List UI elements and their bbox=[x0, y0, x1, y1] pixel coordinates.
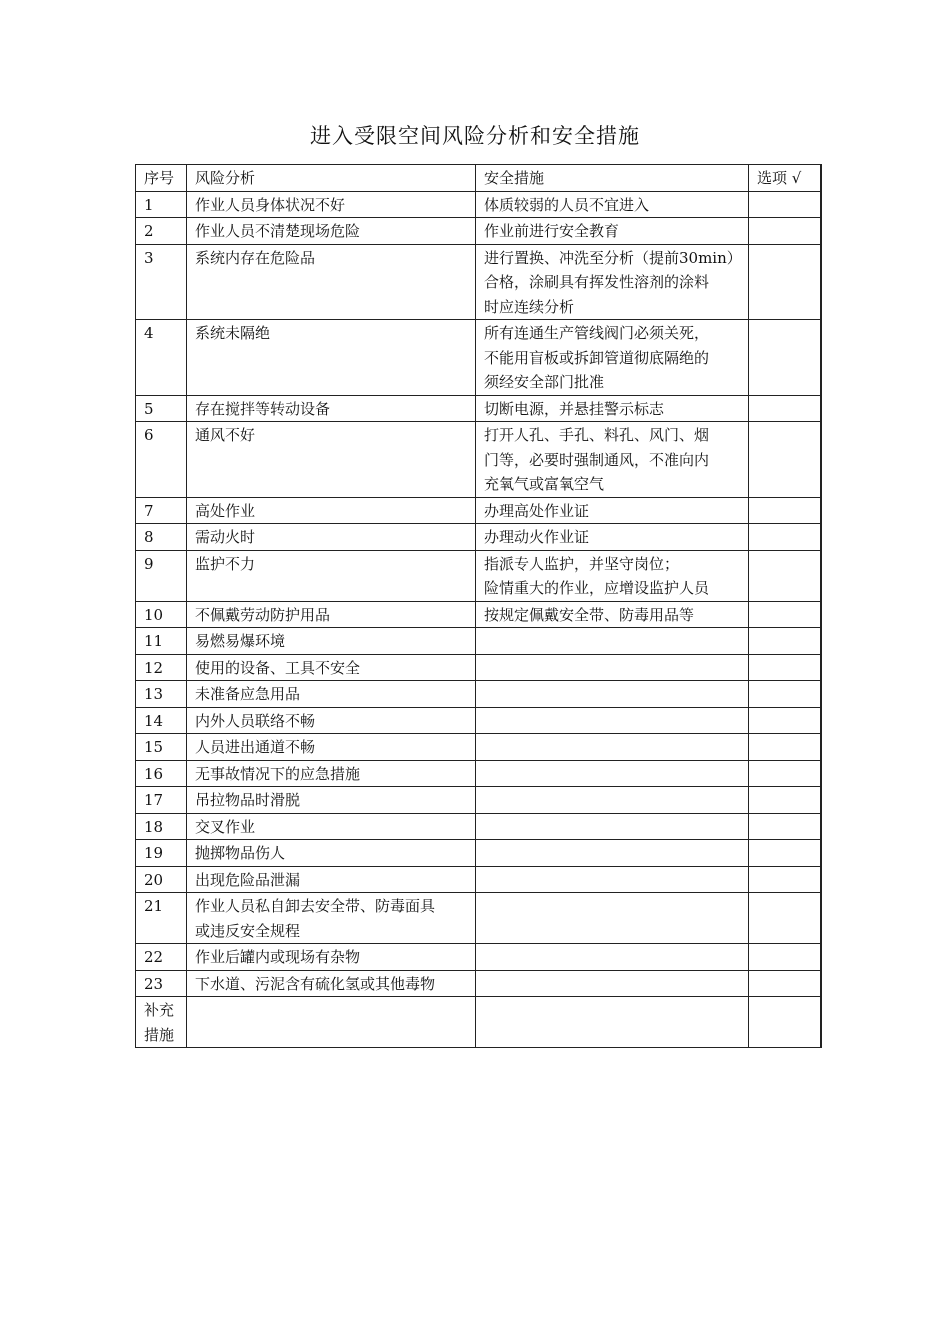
row-number: 5 bbox=[136, 395, 187, 422]
header-no: 序号 bbox=[136, 165, 187, 192]
risk-cell-line: 出现危险品泄漏 bbox=[195, 870, 301, 889]
risk-cell bbox=[187, 628, 476, 655]
risk-cell bbox=[187, 524, 476, 551]
supplement-label-line: 补充 bbox=[144, 1001, 175, 1019]
check-cell[interactable] bbox=[749, 681, 821, 708]
row-number: 2 bbox=[136, 218, 187, 245]
supplement-measure-cell[interactable] bbox=[476, 997, 749, 1048]
risk-cell bbox=[187, 944, 476, 971]
row-number: 13 bbox=[136, 681, 187, 708]
table-row bbox=[136, 707, 821, 734]
risk-cell bbox=[187, 970, 476, 997]
check-cell[interactable] bbox=[749, 654, 821, 681]
risk-cell-line: 人员进出通道不畅 bbox=[195, 738, 316, 756]
risk-cell bbox=[187, 497, 476, 524]
check-cell[interactable] bbox=[749, 524, 821, 551]
check-cell[interactable] bbox=[749, 840, 821, 867]
measure-cell-line: 不能用盲板或拆卸管道彻底隔绝的 bbox=[484, 348, 710, 367]
table-row bbox=[136, 191, 821, 218]
risk-cell-line: 下水道、污泥含有硫化氢或其他毒物 bbox=[195, 974, 436, 993]
risk-cell bbox=[187, 681, 476, 708]
risk-cell-line: 或违反安全规程 bbox=[195, 921, 301, 940]
table-row bbox=[136, 218, 821, 245]
risk-cell bbox=[187, 813, 476, 840]
table-row bbox=[136, 840, 821, 867]
check-cell[interactable] bbox=[749, 320, 821, 396]
row-number: 14 bbox=[136, 707, 187, 734]
row-number: 19 bbox=[136, 840, 187, 867]
measure-cell-line: 险情重大的作业，应增设监护人员 bbox=[484, 579, 710, 597]
measure-cell bbox=[476, 707, 749, 734]
measure-cell-line: 合格，涂刷具有挥发性溶剂的涂料 bbox=[484, 273, 710, 291]
table-row bbox=[136, 734, 821, 761]
check-cell[interactable] bbox=[749, 497, 821, 524]
check-cell[interactable] bbox=[749, 734, 821, 761]
check-cell[interactable] bbox=[749, 244, 821, 320]
table-row bbox=[136, 320, 821, 396]
table-row bbox=[136, 970, 821, 997]
measure-cell bbox=[476, 191, 749, 218]
measure-cell-line: 切断电源，并悬挂警示标志 bbox=[484, 399, 665, 418]
risk-cell bbox=[187, 320, 476, 396]
risk-cell-line: 需动火时 bbox=[195, 528, 256, 546]
row-number: 7 bbox=[136, 497, 187, 524]
risk-cell-line: 高处作业 bbox=[195, 501, 256, 520]
measure-cell bbox=[476, 893, 749, 944]
risk-cell bbox=[187, 654, 476, 681]
measure-cell bbox=[476, 218, 749, 245]
row-number: 3 bbox=[136, 244, 187, 320]
supplement-label-line: 措施 bbox=[144, 1025, 175, 1044]
risk-cell bbox=[187, 707, 476, 734]
row-number: 1 bbox=[136, 191, 187, 218]
risk-cell-line: 作业人员私自卸去安全带、防毒面具 bbox=[195, 897, 436, 915]
check-cell[interactable] bbox=[749, 944, 821, 971]
risk-cell bbox=[187, 734, 476, 761]
measure-cell bbox=[476, 787, 749, 814]
table-row bbox=[136, 244, 821, 320]
table-row bbox=[136, 395, 821, 422]
check-cell[interactable] bbox=[749, 813, 821, 840]
row-number: 6 bbox=[136, 422, 187, 498]
supplement-row bbox=[136, 997, 821, 1048]
table-row bbox=[136, 760, 821, 787]
table-row bbox=[136, 893, 821, 944]
measure-cell bbox=[476, 497, 749, 524]
check-cell[interactable] bbox=[749, 866, 821, 893]
risk-cell-line: 不佩戴劳动防护用品 bbox=[195, 605, 331, 624]
measure-cell bbox=[476, 654, 749, 681]
risk-cell bbox=[187, 244, 476, 320]
check-cell[interactable] bbox=[749, 550, 821, 601]
table-row bbox=[136, 813, 821, 840]
table-row bbox=[136, 944, 821, 971]
table-row bbox=[136, 550, 821, 601]
table-row bbox=[136, 681, 821, 708]
risk-cell bbox=[187, 395, 476, 422]
header-measure: 安全措施 bbox=[476, 165, 749, 192]
row-number: 21 bbox=[136, 893, 187, 944]
risk-cell-line: 通风不好 bbox=[195, 426, 256, 444]
measure-cell-line: 时应连续分析 bbox=[484, 297, 575, 316]
risk-cell-line: 抛掷物品伤人 bbox=[195, 844, 286, 862]
risk-cell-line: 作业后罐内或现场有杂物 bbox=[195, 948, 361, 966]
table-row bbox=[136, 524, 821, 551]
risk-cell-line: 使用的设备、工具不安全 bbox=[195, 658, 361, 677]
measure-cell bbox=[476, 244, 749, 320]
check-cell[interactable] bbox=[749, 601, 821, 628]
table-row bbox=[136, 497, 821, 524]
row-number: 15 bbox=[136, 734, 187, 761]
measure-cell-line: 办理动火作业证 bbox=[484, 528, 590, 546]
check-cell[interactable] bbox=[749, 422, 821, 498]
risk-cell bbox=[187, 840, 476, 867]
measure-cell bbox=[476, 395, 749, 422]
table-row bbox=[136, 601, 821, 628]
table-row bbox=[136, 866, 821, 893]
row-number: 8 bbox=[136, 524, 187, 551]
measure-cell-line: 办理高处作业证 bbox=[484, 501, 590, 520]
row-number: 16 bbox=[136, 760, 187, 787]
row-number: 20 bbox=[136, 866, 187, 893]
supplement-label bbox=[136, 997, 187, 1048]
measure-cell bbox=[476, 550, 749, 601]
measure-cell bbox=[476, 944, 749, 971]
check-cell[interactable] bbox=[749, 707, 821, 734]
check-cell[interactable] bbox=[749, 628, 821, 655]
measure-cell bbox=[476, 866, 749, 893]
row-number: 17 bbox=[136, 787, 187, 814]
page-title: 进入受限空间风险分析和安全措施 bbox=[310, 124, 640, 148]
measure-cell-line: 须经安全部门批准 bbox=[484, 373, 605, 391]
risk-cell-line: 系统未隔绝 bbox=[195, 324, 271, 342]
table-row bbox=[136, 787, 821, 814]
risk-cell bbox=[187, 218, 476, 245]
risk-cell-line: 存在搅拌等转动设备 bbox=[195, 399, 331, 418]
measure-cell bbox=[476, 760, 749, 787]
measure-cell-line: 指派专人监护，并坚守岗位； bbox=[484, 554, 680, 573]
table-row bbox=[136, 654, 821, 681]
row-number: 10 bbox=[136, 601, 187, 628]
header-check: 选项 √ bbox=[749, 165, 821, 192]
row-number: 18 bbox=[136, 813, 187, 840]
risk-cell bbox=[187, 787, 476, 814]
measure-cell bbox=[476, 524, 749, 551]
risk-cell-line: 作业人员不清楚现场危险 bbox=[195, 222, 361, 240]
measure-cell-line: 进行置换、冲洗至分析（提前30min） bbox=[484, 248, 742, 267]
check-cell[interactable] bbox=[749, 395, 821, 422]
table-row bbox=[136, 628, 821, 655]
risk-cell-line: 监护不力 bbox=[195, 554, 256, 573]
risk-cell bbox=[187, 760, 476, 787]
row-number: 23 bbox=[136, 970, 187, 997]
measure-cell bbox=[476, 813, 749, 840]
risk-cell-line: 未准备应急用品 bbox=[195, 685, 301, 703]
measure-cell-line: 门等，必要时强制通风，不准向内 bbox=[484, 450, 710, 469]
row-number: 9 bbox=[136, 550, 187, 601]
risk-cell-line: 交叉作业 bbox=[195, 817, 256, 836]
measure-cell bbox=[476, 681, 749, 708]
measure-cell bbox=[476, 422, 749, 498]
risk-cell bbox=[187, 550, 476, 601]
measure-cell bbox=[476, 320, 749, 396]
measure-cell-line: 所有连通生产管线阀门必须关死， bbox=[484, 324, 710, 342]
measure-cell bbox=[476, 970, 749, 997]
risk-cell-line: 无事故情况下的应急措施 bbox=[195, 764, 361, 783]
measure-cell-line: 作业前进行安全教育 bbox=[484, 222, 620, 240]
table-row bbox=[136, 422, 821, 498]
risk-cell bbox=[187, 191, 476, 218]
measure-cell-line: 体质较弱的人员不宜进入 bbox=[484, 195, 650, 214]
check-cell[interactable] bbox=[749, 760, 821, 787]
check-cell[interactable] bbox=[749, 787, 821, 814]
row-number: 22 bbox=[136, 944, 187, 971]
row-number: 12 bbox=[136, 654, 187, 681]
check-cell[interactable] bbox=[749, 970, 821, 997]
supplement-check-cell[interactable] bbox=[749, 997, 821, 1048]
risk-analysis-table bbox=[135, 164, 822, 1048]
supplement-risk-cell[interactable] bbox=[187, 997, 476, 1048]
table-header-row bbox=[136, 165, 821, 192]
check-cell[interactable] bbox=[749, 218, 821, 245]
risk-cell bbox=[187, 601, 476, 628]
measure-cell bbox=[476, 840, 749, 867]
measure-cell-line: 充氧气或富氧空气 bbox=[484, 475, 605, 493]
row-number: 4 bbox=[136, 320, 187, 396]
risk-cell-line: 吊拉物品时滑脱 bbox=[195, 791, 301, 809]
measure-cell bbox=[476, 734, 749, 761]
risk-cell-line: 易燃易爆环境 bbox=[195, 632, 286, 650]
risk-cell bbox=[187, 866, 476, 893]
measure-cell bbox=[476, 628, 749, 655]
measure-cell bbox=[476, 601, 749, 628]
risk-cell-line: 作业人员身体状况不好 bbox=[195, 195, 346, 214]
risk-cell bbox=[187, 893, 476, 944]
risk-cell-line: 系统内存在危险品 bbox=[195, 248, 316, 267]
measure-cell-line: 打开人孔、手孔、料孔、风门、烟 bbox=[484, 426, 710, 444]
measure-cell-line: 按规定佩戴安全带、防毒用品等 bbox=[484, 605, 695, 624]
header-risk: 风险分析 bbox=[187, 165, 476, 192]
risk-cell bbox=[187, 422, 476, 498]
check-cell[interactable] bbox=[749, 191, 821, 218]
row-number: 11 bbox=[136, 628, 187, 655]
check-cell[interactable] bbox=[749, 893, 821, 944]
risk-cell-line: 内外人员联络不畅 bbox=[195, 711, 316, 730]
